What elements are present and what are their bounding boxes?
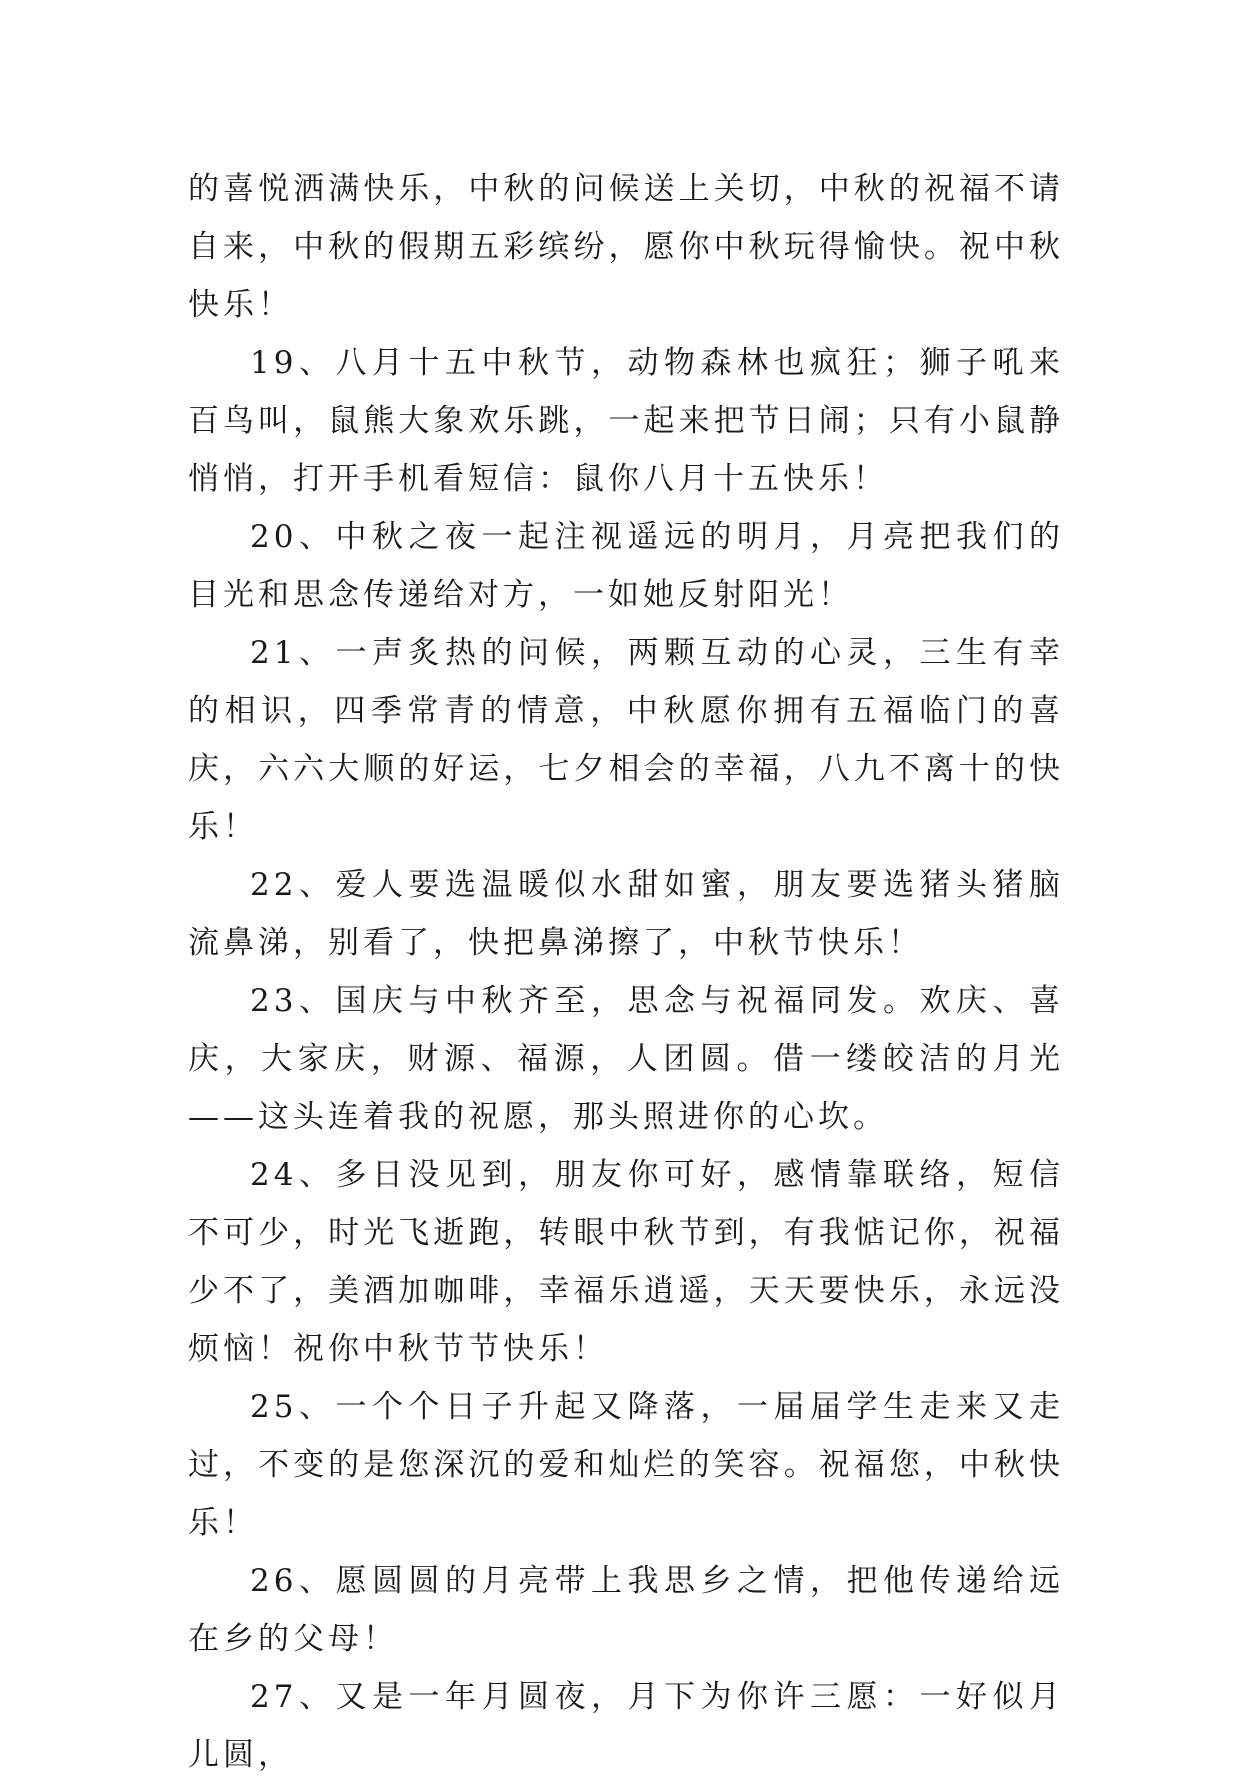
paragraph: 26、愿圆圆的月亮带上我思乡之情，把他传递给远在乡的父母！ [188,1563,1064,1657]
document-body [188,160,1064,1784]
paragraph: 25、一个个日子升起又降落，一届届学生走来又走过，不变的是您深沉的爱和灿烂的笑容。祝福您，中秋快乐！ [188,1389,1064,1541]
paragraph: 23、国庆与中秋齐至，思念与祝福同发。欢庆、喜庆，大家庆，财源、福源，人团圆。借一缕皎洁的月光——这头连着我的祝愿，那头照进你的心坎。 [188,983,1064,1135]
paragraph: 27、又是一年月圆夜，月下为你许三愿：一好似月儿圆， [188,1679,1064,1773]
paragraph: 20、中秋之夜一起注视遥远的明月，月亮把我们的目光和思念传递给对方，一如她反射阳光！ [188,519,1064,613]
paragraph: 24、多日没见到，朋友你可好，感情靠联络，短信不可少，时光飞逝跑，转眼中秋节到，有我惦记你，祝福少不了，美酒加咖啡，幸福乐逍遥，天天要快乐，永远没烦恼！祝你中秋节节快乐！ [188,1157,1064,1367]
paragraph: 22、爱人要选温暖似水甜如蜜，朋友要选猪头猪脑流鼻涕，别看了，快把鼻涕擦了，中秋节快乐！ [188,867,1064,961]
paragraph: 21、一声炙热的问候，两颗互动的心灵，三生有幸的相识，四季常青的情意，中秋愿你拥有五福临门的喜庆，六六大顺的好运，七夕相会的幸福，八九不离十的快乐！ [188,635,1064,845]
paragraph: 19、八月十五中秋节，动物森林也疯狂；狮子吼来百鸟叫，鼠熊大象欢乐跳，一起来把节日闹；只有小鼠静悄悄，打开手机看短信：鼠你八月十五快乐！ [188,345,1064,497]
paragraph: 的喜悦洒满快乐，中秋的问候送上关切，中秋的祝福不请自来，中秋的假期五彩缤纷，愿你中秋玩得愉快。祝中秋快乐！ [188,171,1064,323]
